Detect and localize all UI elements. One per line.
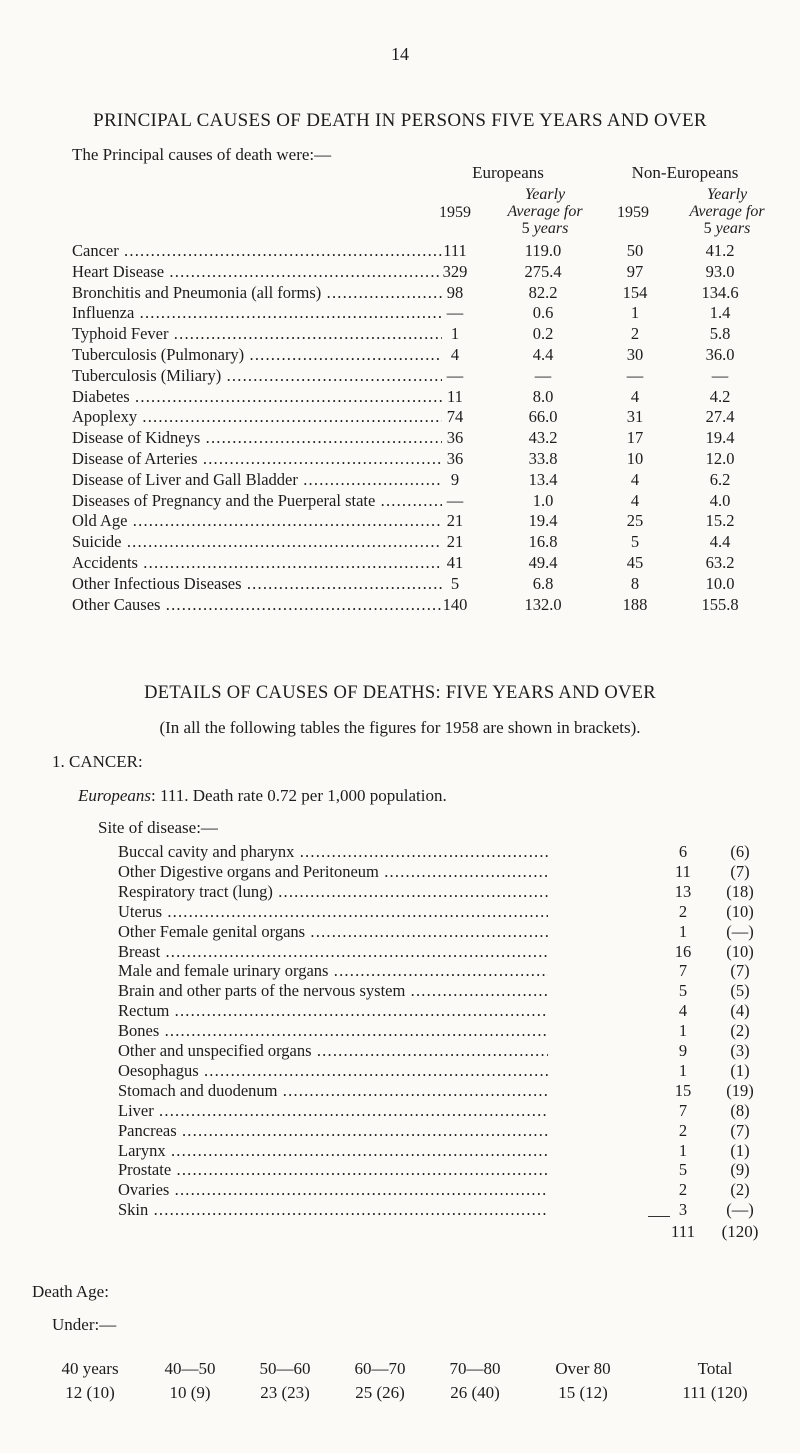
site-name: Bones ..... <box>118 1021 548 1041</box>
cause-name: Accidents ..... <box>72 553 442 573</box>
site-name: Stomach and duodenum ..... <box>118 1081 548 1101</box>
site-prev: (—) <box>726 921 754 941</box>
site-prev: (2) <box>730 1180 750 1200</box>
site-row <box>118 1141 778 1161</box>
cause-navg: 134.6 <box>701 282 739 302</box>
cause-n1959: 4 <box>630 386 640 406</box>
age-value: 26 (40) <box>450 1383 500 1402</box>
cause-name: Heart Disease ..... <box>72 262 442 282</box>
site-row <box>118 1180 778 1200</box>
site-name: Liver ..... <box>118 1101 548 1121</box>
cause-e1959: 4 <box>450 345 460 364</box>
cause-navg: 4.2 <box>709 386 731 406</box>
site-count: 1 <box>678 1021 688 1041</box>
europeans-heading: Europeans <box>472 163 544 182</box>
cause-eavg: 13.4 <box>528 469 558 489</box>
cause-n1959: 25 <box>626 511 644 531</box>
site-row <box>118 1160 778 1180</box>
cause-name: Other Causes ..... <box>72 595 442 615</box>
site-count: 5 <box>678 981 688 1001</box>
cause-e1959: 5 <box>450 573 460 593</box>
cause-eavg: 6.8 <box>532 573 554 593</box>
cause-name: Diabetes ..... <box>72 387 442 407</box>
total-rule <box>648 1216 670 1217</box>
age-value: 23 (23) <box>260 1383 310 1402</box>
site-name: Buccal cavity and pharynx ..... <box>118 842 548 862</box>
site-prev: (4) <box>730 1001 750 1021</box>
cause-n1959: 30 <box>626 345 644 364</box>
cause-name: Disease of Arteries ..... <box>72 449 442 469</box>
site-total-prev: (120) <box>721 1222 759 1241</box>
cause-row <box>72 387 792 407</box>
site-prev: (5) <box>730 981 750 1001</box>
site-count: 13 <box>674 881 692 901</box>
cause-e1959: 21 <box>446 532 464 552</box>
cause-n1959: 2 <box>630 324 640 344</box>
cause-name: Tuberculosis (Pulmonary) ..... <box>72 345 442 365</box>
cause-navg: 15.2 <box>705 511 735 531</box>
cause-eavg: 33.8 <box>528 449 558 468</box>
cause-row <box>72 511 792 531</box>
cause-n1959: 154 <box>622 282 648 302</box>
cause-row <box>72 449 792 469</box>
age-header: 40 years <box>61 1359 119 1378</box>
cause-eavg: 66.0 <box>528 407 558 427</box>
neur-average-header <box>672 186 782 237</box>
cause-row <box>72 407 792 427</box>
cause-row <box>72 324 792 344</box>
cause-row <box>72 532 792 552</box>
site-count: 15 <box>674 1080 692 1100</box>
site-prev: (—) <box>726 1200 754 1220</box>
cause-n1959: 50 <box>626 241 644 260</box>
cause-e1959: 1 <box>450 324 460 344</box>
cause-eavg: 0.6 <box>532 303 554 323</box>
cause-n1959: 31 <box>626 407 644 427</box>
site-row <box>118 1061 778 1081</box>
site-row <box>118 862 778 882</box>
cause-navg: 155.8 <box>701 594 739 614</box>
section-heading: 1. CANCER: <box>52 752 143 771</box>
site-count: 1 <box>678 921 688 941</box>
eur-1959-header: 1959 <box>439 204 471 221</box>
average-for-label: Average for <box>507 203 583 220</box>
details-title: DETAILS OF CAUSES OF DEATHS: FIVE YEARS AND OVER <box>144 683 656 703</box>
cause-e1959: 9 <box>450 469 460 489</box>
age-header: 50—60 <box>259 1359 311 1378</box>
cause-n1959: 17 <box>626 428 644 448</box>
cause-name: Tuberculosis (Miliary) ..... <box>72 366 442 386</box>
details-note: (In all the following tables the figures for 1958 are shown in brackets). <box>159 718 641 737</box>
non-europeans-heading: Non-Europeans <box>631 163 739 182</box>
europeans-text: : 111. Death rate 0.72 per 1,000 population. <box>151 786 447 805</box>
site-count: 7 <box>678 961 688 981</box>
cause-eavg: — <box>534 365 552 385</box>
site-count: 1 <box>678 1060 688 1080</box>
cause-navg: 27.4 <box>705 407 735 427</box>
site-count: 3 <box>678 1200 688 1220</box>
cause-name: Influenza ..... <box>72 303 442 323</box>
cause-eavg: 43.2 <box>528 428 558 448</box>
cause-n1959: — <box>626 365 644 385</box>
cause-row <box>72 428 792 448</box>
site-row <box>118 942 778 962</box>
cause-navg: 12.0 <box>705 449 735 468</box>
site-count: 16 <box>674 941 692 961</box>
age-header: 60—70 <box>354 1359 406 1378</box>
cause-e1959: 36 <box>446 428 464 448</box>
age-value: 111 (120) <box>682 1383 748 1402</box>
site-count: 5 <box>678 1160 688 1180</box>
age-value: 12 (10) <box>65 1383 115 1402</box>
cause-eavg: 0.2 <box>532 324 554 344</box>
cause-name: Bronchitis and Pneumonia (all forms) ..... <box>72 283 442 303</box>
cause-navg: 19.4 <box>705 428 735 448</box>
age-header: 70—80 <box>449 1359 501 1378</box>
cause-navg: 5.8 <box>709 324 731 344</box>
site-prev: (1) <box>730 1060 750 1080</box>
cause-e1959: 74 <box>446 407 464 427</box>
site-prev: (3) <box>730 1041 750 1060</box>
cause-row <box>72 262 792 282</box>
site-row <box>118 1101 778 1121</box>
site-count: 2 <box>678 901 688 921</box>
cause-n1959: 1 <box>630 303 640 323</box>
site-prev: (18) <box>726 881 754 901</box>
cause-n1959: 10 <box>626 449 644 468</box>
site-prev: (19) <box>726 1080 754 1100</box>
cause-name: Diseases of Pregnancy and the Puerperal state ..... <box>72 491 442 511</box>
site-name: Larynx ..... <box>118 1141 548 1161</box>
eur-average-header <box>490 186 600 237</box>
cause-navg: 1.4 <box>709 303 731 323</box>
site-name: Rectum ..... <box>118 1001 548 1021</box>
site-row <box>118 1200 778 1220</box>
site-row <box>118 842 778 862</box>
page-title: PRINCIPAL CAUSES OF DEATH IN PERSONS FIVE YEARS AND OVER <box>93 110 707 131</box>
cause-name: Disease of Kidneys ..... <box>72 428 442 448</box>
cause-navg: 4.4 <box>709 532 731 552</box>
site-name: Ovaries ..... <box>118 1180 548 1200</box>
site-count: 9 <box>678 1041 688 1060</box>
cause-navg: 36.0 <box>705 345 735 364</box>
average-for-label: Average for <box>689 203 765 220</box>
intro-text: The Principal causes of death were:— <box>72 145 332 164</box>
cause-row <box>72 574 792 594</box>
age-header: 40—50 <box>164 1359 216 1378</box>
site-name: Other Female genital organs ..... <box>118 922 548 942</box>
cause-row <box>72 553 792 573</box>
site-name: Respiratory tract (lung) ..... <box>118 882 548 902</box>
site-name: Breast ..... <box>118 942 548 962</box>
site-count: 4 <box>678 1001 688 1021</box>
site-row <box>118 1001 778 1021</box>
cause-navg: 4.0 <box>709 490 731 510</box>
cause-e1959: — <box>446 490 464 510</box>
cause-n1959: 8 <box>630 573 640 593</box>
site-prev: (10) <box>726 901 754 921</box>
cause-row <box>72 595 792 615</box>
cause-n1959: 188 <box>622 594 648 614</box>
cause-eavg: 119.0 <box>524 241 562 260</box>
cause-eavg: 4.4 <box>532 345 554 364</box>
site-count: 2 <box>678 1180 688 1200</box>
cause-eavg: 16.8 <box>528 532 558 552</box>
site-count: 7 <box>678 1100 688 1120</box>
age-header: Total <box>697 1359 733 1378</box>
site-name: Pancreas ..... <box>118 1121 548 1141</box>
cause-n1959: 97 <box>626 261 644 281</box>
cause-e1959: 98 <box>446 282 464 302</box>
site-row <box>118 981 778 1001</box>
cause-eavg: 82.2 <box>528 282 558 302</box>
cause-n1959: 45 <box>626 553 644 572</box>
cause-n1959: 4 <box>630 469 640 489</box>
cause-e1959: 111 <box>443 241 467 260</box>
under-label: Under:— <box>52 1315 117 1334</box>
cause-navg: 6.2 <box>709 469 731 489</box>
site-row <box>118 1021 778 1041</box>
cause-name: Other Infectious Diseases ..... <box>72 574 442 594</box>
cause-row <box>72 283 792 303</box>
site-name: Other and unspecified organs ..... <box>118 1041 548 1061</box>
site-total-count: 111 <box>670 1222 696 1241</box>
cause-eavg: 132.0 <box>524 594 562 614</box>
yearly-label: Yearly <box>706 186 748 203</box>
site-row <box>118 1121 778 1141</box>
site-name: Other Digestive organs and Peritoneum ..... <box>118 862 548 882</box>
site-prev: (7) <box>730 861 750 881</box>
cause-n1959: 4 <box>630 490 640 510</box>
site-count: 11 <box>675 861 691 881</box>
site-row <box>118 882 778 902</box>
page-number: 14 <box>391 44 409 64</box>
site-name: Brain and other parts of the nervous system ..... <box>118 981 548 1001</box>
cause-n1959: 5 <box>630 532 640 552</box>
cause-eavg: 275.4 <box>524 261 562 281</box>
site-prev: (8) <box>730 1100 750 1120</box>
site-name: Male and female urinary organs ..... <box>118 961 548 981</box>
site-row <box>118 1081 778 1101</box>
age-value: 25 (26) <box>355 1383 405 1402</box>
cause-name: Typhoid Fever ..... <box>72 324 442 344</box>
cause-row <box>72 470 792 490</box>
five-years-label: 5 years <box>521 220 569 237</box>
neur-1959-header: 1959 <box>617 204 649 221</box>
cause-e1959: 41 <box>446 553 464 572</box>
site-prev: (10) <box>726 941 754 961</box>
cause-row <box>72 303 792 323</box>
site-prev: (7) <box>730 1120 750 1140</box>
cause-navg: — <box>711 365 729 385</box>
cause-row <box>72 491 792 511</box>
site-of-disease-label: Site of disease:— <box>98 818 218 837</box>
europeans-label: Europeans <box>78 786 152 805</box>
site-count: 1 <box>678 1140 688 1160</box>
cause-e1959: 329 <box>442 261 468 281</box>
cause-name: Apoplexy ..... <box>72 407 442 427</box>
cause-eavg: 19.4 <box>528 511 558 531</box>
cause-e1959: — <box>446 303 464 323</box>
cause-eavg: 1.0 <box>532 490 554 510</box>
cause-row <box>72 366 792 386</box>
death-age-label: Death Age: <box>32 1282 109 1301</box>
site-prev: (2) <box>730 1021 750 1041</box>
cause-eavg: 8.0 <box>532 386 554 406</box>
age-value: 10 (9) <box>169 1383 211 1402</box>
cause-name: Disease of Liver and Gall Bladder ..... <box>72 470 442 490</box>
cause-name: Old Age ..... <box>72 511 442 531</box>
cause-e1959: 36 <box>446 449 464 468</box>
cause-row <box>72 345 792 365</box>
site-name: Skin ..... <box>118 1200 548 1220</box>
cause-navg: 63.2 <box>705 553 735 572</box>
site-row <box>118 1041 778 1061</box>
cause-e1959: — <box>446 365 464 385</box>
cause-navg: 93.0 <box>705 261 735 281</box>
age-header: Over 80 <box>555 1359 611 1378</box>
cause-e1959: 11 <box>447 386 463 406</box>
europeans-summary <box>78 786 447 806</box>
site-name: Prostate ..... <box>118 1160 548 1180</box>
five-years-label: 5 years <box>703 220 751 237</box>
site-row <box>118 902 778 922</box>
site-prev: (9) <box>730 1160 750 1180</box>
site-prev: (6) <box>730 842 750 861</box>
yearly-label: Yearly <box>524 186 566 203</box>
site-name: Uterus ..... <box>118 902 548 922</box>
cause-row <box>72 241 792 261</box>
cause-name: Cancer ..... <box>72 241 442 261</box>
site-prev: (7) <box>730 961 750 981</box>
site-name: Oesophagus ..... <box>118 1061 548 1081</box>
cause-navg: 41.2 <box>705 241 735 260</box>
site-row <box>118 961 778 981</box>
cause-eavg: 49.4 <box>528 553 558 572</box>
site-count: 6 <box>678 842 688 861</box>
cause-e1959: 21 <box>446 511 464 531</box>
cause-name: Suicide ..... <box>72 532 442 552</box>
age-value: 15 (12) <box>558 1383 608 1402</box>
cause-e1959: 140 <box>442 594 468 614</box>
site-count: 2 <box>678 1120 688 1140</box>
site-row <box>118 922 778 942</box>
cause-navg: 10.0 <box>705 573 735 593</box>
site-prev: (1) <box>730 1140 750 1160</box>
